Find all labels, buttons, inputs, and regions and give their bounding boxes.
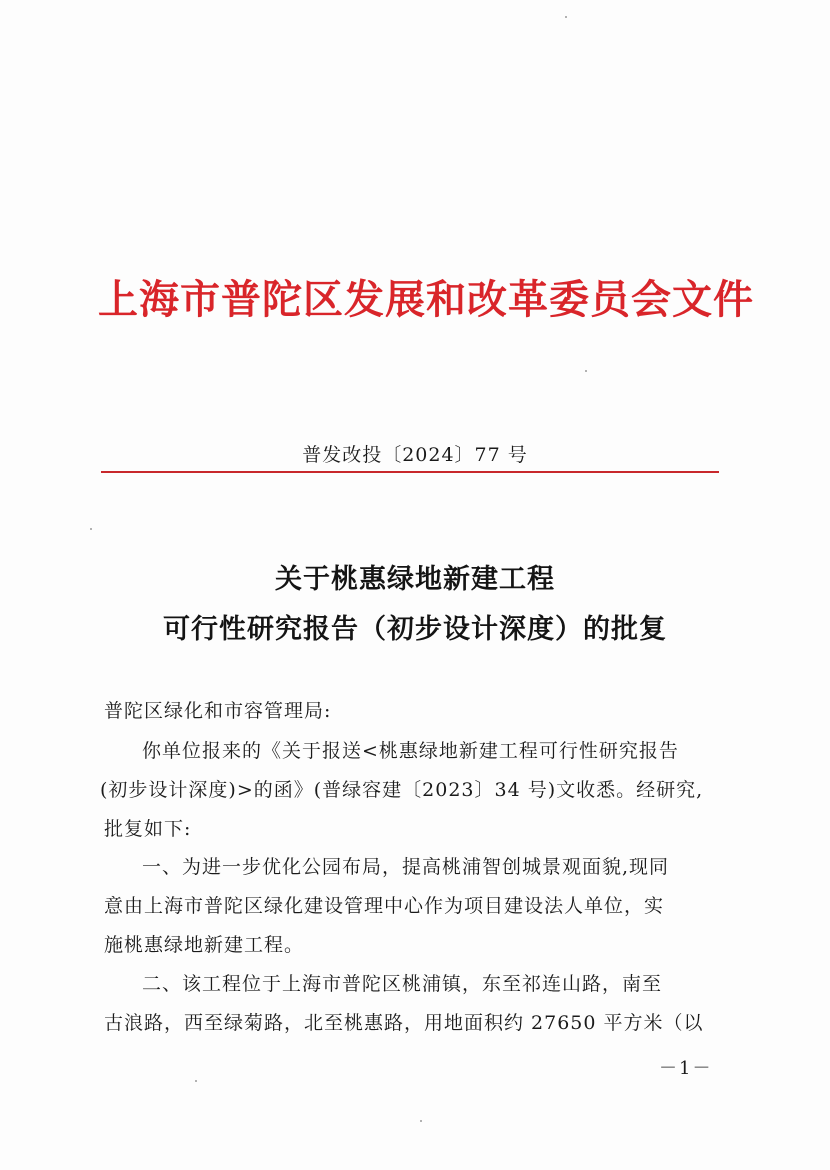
scan-speck (195, 1080, 197, 1082)
body-paragraph-line: 施桃惠绿地新建工程。 (104, 934, 305, 956)
scan-speck (585, 370, 587, 372)
scan-speck (565, 16, 567, 18)
body-paragraph-line: 批复如下: (104, 818, 192, 840)
body-paragraph-line: 二、该工程位于上海市普陀区桃浦镇，东至祁连山路，南至 (142, 973, 663, 995)
issuing-authority-title: 上海市普陀区发展和改革委员会文件 (98, 276, 754, 323)
scan-speck (90, 528, 92, 530)
body-paragraph-line: 一、为进一步优化公园布局，提高桃浦智创城景观面貌,现同 (142, 856, 670, 878)
document-title-line-1: 关于桃惠绿地新建工程 (275, 564, 555, 595)
body-paragraph-line: 意由上海市普陀区绿化建设管理中心作为项目建设法人单位，实 (104, 895, 665, 917)
page-number: －1－ (659, 1058, 713, 1079)
scan-speck (420, 1120, 422, 1122)
red-divider-line (101, 471, 719, 473)
body-paragraph-line: 你单位报来的《关于报送<桃惠绿地新建工程可行性研究报告 (142, 740, 679, 762)
body-paragraph-line: 古浪路，西至绿菊路，北至桃惠路，用地面积约 27650 平方米（以 (104, 1012, 704, 1034)
document-title-line-2: 可行性研究报告（初步设计深度）的批复 (163, 614, 667, 645)
recipient-line: 普陀区绿化和市容管理局: (104, 700, 332, 722)
body-paragraph-line: (初步设计深度)>的函》(普绿容建〔2023〕34 号)文收悉。经研究, (100, 779, 704, 801)
document-number: 普发改投〔2024〕77 号 (302, 444, 528, 466)
